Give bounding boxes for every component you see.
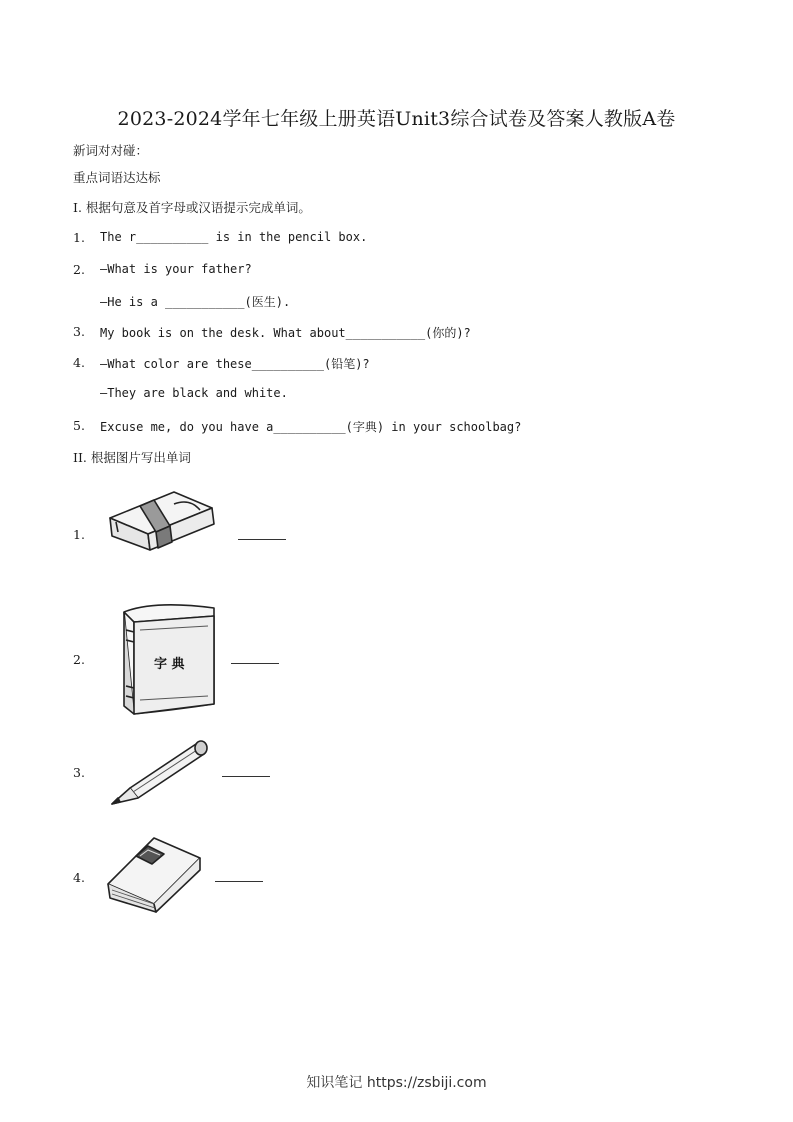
book-icon bbox=[104, 834, 204, 914]
q2-text-line1: —What is your father? bbox=[100, 262, 252, 276]
dictionary-cover-text: 字 典 bbox=[154, 657, 185, 672]
q5-number: 5. bbox=[73, 418, 85, 433]
q2-number: 2. bbox=[73, 262, 85, 277]
q2-text-line2: —He is a ___________(医生). bbox=[100, 295, 291, 309]
pic1-answer-blank[interactable] bbox=[238, 539, 286, 540]
pic2-number: 2. bbox=[73, 652, 85, 667]
intro-key-words: 重点词语达达标 bbox=[73, 170, 161, 185]
q5-text: Excuse me, do you have a__________(字典) in your schoolbag? bbox=[100, 420, 522, 434]
pic3-number: 3. bbox=[73, 765, 85, 780]
pic3-answer-blank[interactable] bbox=[222, 776, 270, 777]
section1-heading: I. 根据句意及首字母或汉语提示完成单词。 bbox=[73, 200, 311, 215]
dictionary-icon bbox=[114, 600, 220, 718]
q4-text-line1: —What color are these__________(铅笔)? bbox=[100, 357, 370, 371]
intro-new-words: 新词对对碰： bbox=[73, 143, 149, 158]
pic2-answer-blank[interactable] bbox=[231, 663, 279, 664]
q3-text: My book is on the desk. What about___________(你的)? bbox=[100, 326, 471, 340]
q4-number: 4. bbox=[73, 355, 85, 370]
pic4-answer-blank[interactable] bbox=[215, 881, 263, 882]
pencil-icon bbox=[106, 736, 212, 806]
q3-number: 3. bbox=[73, 324, 85, 339]
page-title: 2023-2024学年七年级上册英语Unit3综合试卷及答案人教版A卷 bbox=[117, 108, 676, 130]
q1-text: The r__________ is in the pencil box. bbox=[100, 230, 368, 244]
q4-text-line2: —They are black and white. bbox=[100, 386, 288, 400]
footer-watermark: 知识笔记 https://zsbiji.com bbox=[306, 1075, 487, 1091]
section2-heading: II. 根据图片写出单词 bbox=[73, 450, 191, 465]
q1-number: 1. bbox=[73, 230, 85, 245]
eraser-icon bbox=[104, 488, 220, 554]
pic1-number: 1. bbox=[73, 527, 85, 542]
pic4-number: 4. bbox=[73, 870, 85, 885]
